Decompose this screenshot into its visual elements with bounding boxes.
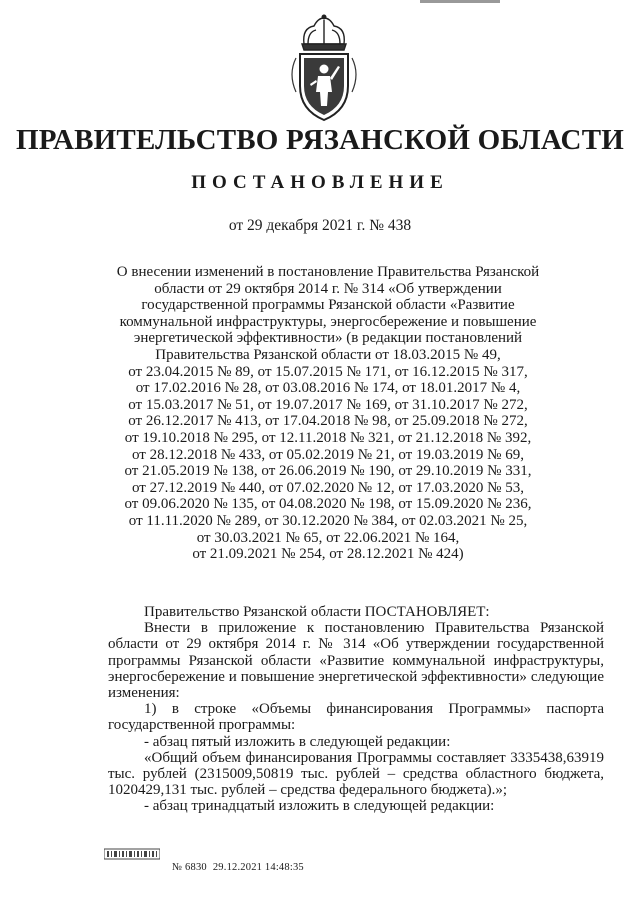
registration-timestamp: 29.12.2021 14:48:35 bbox=[212, 862, 304, 873]
subject-line: от 15.03.2017 № 51, от 19.07.2017 № 169, от 31.10.2017 № 272, bbox=[128, 396, 528, 413]
intro-paragraph: Внести в приложение к постановлению Правительства Рязанской области от 29 октября 2014 г. № 314 «Об утверждении государственной программы Рязанской области «Развитие коммунальной инфраструктуры, энергосбережение и повышение энергетической эффективности» следующие изменения: bbox=[108, 620, 604, 702]
scan-artifact bbox=[420, 0, 500, 3]
subject-line: области от 29 октября 2014 г. № 314 «Об утверждении bbox=[154, 280, 502, 297]
subject-line: от 30.03.2021 № 65, от 22.06.2021 № 164, bbox=[196, 529, 460, 546]
government-name: ПРАВИТЕЛЬСТВО РЯЗАНСКОЙ ОБЛАСТИ bbox=[16, 124, 624, 156]
paragraph-5-intro: - абзац пятый изложить в следующей редакции: bbox=[144, 733, 451, 750]
subject-line: от 21.09.2021 № 254, от 28.12.2021 № 424) bbox=[192, 546, 464, 563]
paragraph-5-text: «Общий объем финансирования Программы составляет 3335438,63919 тыс. рублей (2315009,50819 тыс. рублей – средства областного бюджета, 1020429,131 тыс. рублей – средства федерального бюджета).»; bbox=[108, 749, 604, 799]
subject-line: от 19.10.2018 № 295, от 12.11.2018 № 321, от 21.12.2018 № 392, bbox=[124, 429, 532, 446]
subject-line: О внесении изменений в постановление Правительства Рязанской bbox=[116, 264, 540, 280]
subject-line: от 28.12.2018 № 433, от 05.02.2019 № 21, от 19.03.2019 № 69, bbox=[131, 446, 524, 463]
document-subject bbox=[100, 264, 556, 563]
subject-line: от 27.12.2019 № 440, от 07.02.2020 № 12, от 17.03.2020 № 53, bbox=[131, 479, 524, 496]
document-body bbox=[108, 604, 604, 815]
item-1: 1) в строке «Объемы финансирования Программы» паспорта государственной программы: bbox=[108, 701, 604, 734]
subject-line: от 09.06.2020 № 135, от 04.08.2020 № 198, от 15.09.2020 № 236, bbox=[124, 496, 532, 513]
paragraph-13-intro: - абзац тринадцатый изложить в следующей редакции: bbox=[144, 798, 495, 815]
subject-line: Правительства Рязанской области от 18.03.2015 № 49, bbox=[155, 346, 501, 363]
subject-line: государственной программы Рязанской области «Развитие bbox=[141, 297, 515, 314]
subject-line: от 17.02.2016 № 28, от 03.08.2016 № 174, от 18.01.2017 № 4, bbox=[135, 380, 521, 397]
subject-line: энергетической эффективности» (в редакции постановлений bbox=[133, 330, 523, 347]
barcode-stamp-icon bbox=[104, 848, 160, 860]
registration-number: № 6830 bbox=[172, 862, 207, 873]
coat-of-arms-icon bbox=[282, 14, 366, 124]
document-type: ПОСТАНОВЛЕНИЕ bbox=[191, 172, 449, 193]
resolves-clause: Правительство Рязанской области ПОСТАНОВЛЯЕТ: bbox=[144, 604, 490, 620]
registration-stamp bbox=[172, 862, 310, 873]
subject-line: от 23.04.2015 № 89, от 15.07.2015 № 171, от 16.12.2015 № 317, bbox=[128, 363, 528, 380]
subject-line: от 21.05.2019 № 138, от 26.06.2019 № 190, от 29.10.2019 № 331, bbox=[124, 463, 532, 480]
document-date-number: от 29 декабря 2021 г. № 438 bbox=[228, 217, 412, 234]
subject-line: от 26.12.2017 № 413, от 17.04.2018 № 98, от 25.09.2018 № 272, bbox=[128, 413, 528, 430]
subject-line: от 11.11.2020 № 289, от 30.12.2020 № 384, от 02.03.2021 № 25, bbox=[128, 512, 528, 529]
subject-line: коммунальной инфраструктуры, энергосбережение и повышение bbox=[119, 313, 537, 330]
